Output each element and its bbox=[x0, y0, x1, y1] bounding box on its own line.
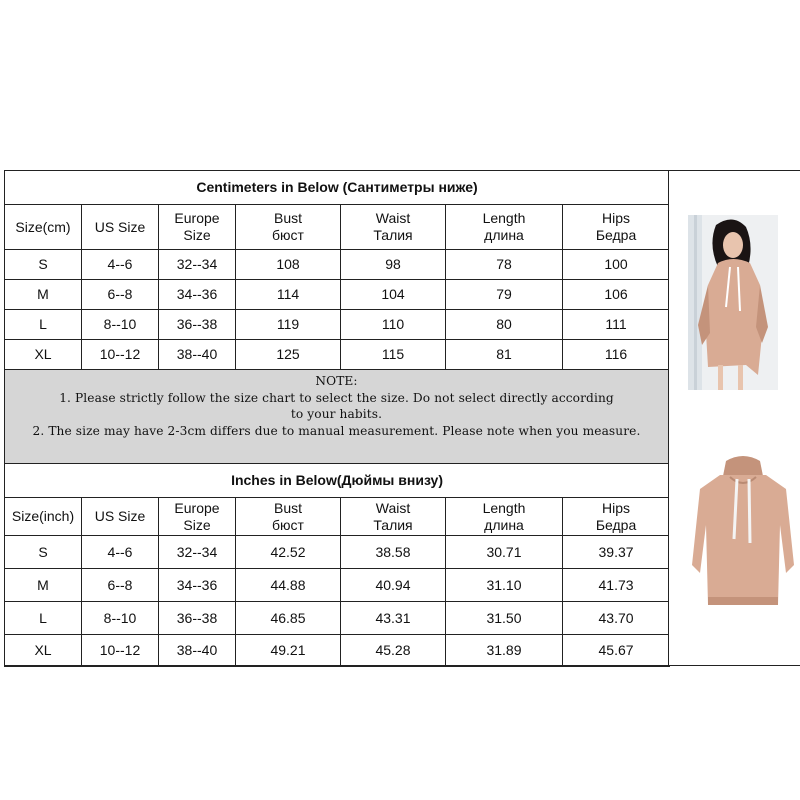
header-sublabel: бюст bbox=[272, 516, 304, 533]
cm-header-row bbox=[5, 205, 670, 250]
table-cell: 116 bbox=[563, 340, 670, 370]
table-cell: 46.85 bbox=[236, 602, 341, 635]
table-row bbox=[5, 536, 670, 569]
table-cell: 80 bbox=[446, 310, 563, 340]
table-cell: 106 bbox=[563, 280, 670, 310]
table-cell: 34--36 bbox=[159, 280, 236, 310]
inch_table-header-0 bbox=[5, 498, 82, 536]
table-cell: 108 bbox=[236, 250, 341, 280]
header-sublabel: Size bbox=[183, 516, 211, 533]
header-sublabel: Бедра bbox=[595, 227, 637, 243]
header-sublabel: бюст bbox=[272, 227, 304, 243]
table-cell: S bbox=[5, 250, 82, 280]
table-cell: 10--12 bbox=[82, 635, 159, 667]
header-sublabel: длина bbox=[484, 227, 524, 243]
cm_table-header-1 bbox=[82, 205, 159, 250]
note-line-1: 1. Please strictly follow the size chart to select the size. Do not select directly according bbox=[59, 390, 614, 405]
table-cell: XL bbox=[5, 340, 82, 370]
header-label: Hips bbox=[602, 499, 631, 516]
table-cell: 10--12 bbox=[82, 340, 159, 370]
table-cell: 104 bbox=[341, 280, 446, 310]
table-cell: 36--38 bbox=[159, 602, 236, 635]
table-cell: 38--40 bbox=[159, 340, 236, 370]
table-cell: 44.88 bbox=[236, 569, 341, 602]
table-cell: 34--36 bbox=[159, 569, 236, 602]
header-label: Length bbox=[482, 499, 526, 516]
table-row bbox=[5, 310, 670, 340]
table-row bbox=[5, 602, 670, 635]
table-row bbox=[5, 340, 670, 370]
table-row bbox=[5, 569, 670, 602]
table-cell: 45.67 bbox=[563, 635, 670, 667]
cm_table-header-4 bbox=[341, 205, 446, 250]
table-row bbox=[5, 635, 670, 667]
table-cell: 78 bbox=[446, 250, 563, 280]
table-cell: 4--6 bbox=[82, 536, 159, 569]
header-label: Size(inch) bbox=[11, 508, 75, 524]
table-cell: L bbox=[5, 602, 82, 635]
table-cell: 45.28 bbox=[341, 635, 446, 667]
table-cell: S bbox=[5, 536, 82, 569]
header-label: Hips bbox=[602, 210, 631, 226]
table-row bbox=[5, 280, 670, 310]
table-cell: 111 bbox=[563, 310, 670, 340]
note-heading: NOTE: bbox=[315, 374, 358, 388]
header-sublabel: Талия bbox=[373, 227, 413, 243]
inch-size-table bbox=[4, 463, 670, 667]
table-cell: 81 bbox=[446, 340, 563, 370]
table-cell: L bbox=[5, 310, 82, 340]
table-cell: M bbox=[5, 569, 82, 602]
table-cell: 31.89 bbox=[446, 635, 563, 667]
table-cell: 49.21 bbox=[236, 635, 341, 667]
cm_table-header-2 bbox=[159, 205, 236, 250]
cm_table-header-3 bbox=[236, 205, 341, 250]
note-box bbox=[4, 369, 669, 464]
inch_table-header-5 bbox=[446, 498, 563, 536]
table-cell: 43.70 bbox=[563, 602, 670, 635]
header-label: Waist bbox=[375, 499, 411, 516]
note-line-2: to your habits. bbox=[290, 407, 383, 421]
table-cell: 36--38 bbox=[159, 310, 236, 340]
table-cell: 115 bbox=[341, 340, 446, 370]
table-cell: 98 bbox=[341, 250, 446, 280]
table-cell: 119 bbox=[236, 310, 341, 340]
header-sublabel: Size bbox=[183, 227, 211, 243]
table-cell: 42.52 bbox=[236, 536, 341, 569]
cm-table-title: Centimeters in Below (Сантиметры ниже) bbox=[5, 171, 670, 205]
table-cell: XL bbox=[5, 635, 82, 667]
table-cell: 41.73 bbox=[563, 569, 670, 602]
inch_table-header-1 bbox=[82, 498, 159, 536]
table-row bbox=[5, 250, 670, 280]
header-label: Europe bbox=[174, 210, 220, 226]
table-cell: 32--34 bbox=[159, 536, 236, 569]
header-label: Europe bbox=[174, 499, 220, 516]
table-cell: 38.58 bbox=[341, 536, 446, 569]
header-label: Waist bbox=[375, 210, 411, 226]
note-line-3: 2. The size may have 2-3cm differs due to manual measurement. Please note when you measure. bbox=[32, 423, 641, 438]
table-cell: 40.94 bbox=[341, 569, 446, 602]
table-cell: 114 bbox=[236, 280, 341, 310]
table-cell: 6--8 bbox=[82, 569, 159, 602]
table-cell: 6--8 bbox=[82, 280, 159, 310]
table-cell: 79 bbox=[446, 280, 563, 310]
cm-size-table bbox=[4, 170, 670, 370]
model-photo bbox=[688, 215, 778, 390]
cm_table-header-0 bbox=[5, 205, 82, 250]
header-label: US Size bbox=[94, 508, 146, 524]
table-cell: 100 bbox=[563, 250, 670, 280]
table-cell: M bbox=[5, 280, 82, 310]
table-cell: 30.71 bbox=[446, 536, 563, 569]
table-cell: 125 bbox=[236, 340, 341, 370]
header-sublabel: Бедра bbox=[595, 516, 637, 533]
table-cell: 31.10 bbox=[446, 569, 563, 602]
table-cell: 39.37 bbox=[563, 536, 670, 569]
inch_table-header-2 bbox=[159, 498, 236, 536]
table-cell: 32--34 bbox=[159, 250, 236, 280]
header-label: Size(cm) bbox=[15, 218, 71, 235]
header-sublabel: длина bbox=[484, 516, 524, 533]
header-sublabel: Талия bbox=[373, 516, 413, 533]
inch-header-row bbox=[5, 498, 670, 536]
table-cell: 8--10 bbox=[82, 602, 159, 635]
inch_table-header-3 bbox=[236, 498, 341, 536]
header-label: Bust bbox=[273, 499, 302, 516]
header-label: Bust bbox=[273, 210, 302, 226]
table-cell: 43.31 bbox=[341, 602, 446, 635]
table-cell: 4--6 bbox=[82, 250, 159, 280]
header-label: US Size bbox=[94, 218, 146, 235]
inch-table-title: Inches in Below(Дюймы внизу) bbox=[5, 464, 670, 498]
cm_table-header-5 bbox=[446, 205, 563, 250]
inch_table-header-4 bbox=[341, 498, 446, 536]
cm_table-header-6 bbox=[563, 205, 670, 250]
table-cell: 8--10 bbox=[82, 310, 159, 340]
inch_table-header-6 bbox=[563, 498, 670, 536]
hoodie-photo bbox=[690, 455, 796, 610]
table-cell: 38--40 bbox=[159, 635, 236, 667]
header-label: Length bbox=[482, 210, 526, 226]
table-cell: 31.50 bbox=[446, 602, 563, 635]
table-cell: 110 bbox=[341, 310, 446, 340]
